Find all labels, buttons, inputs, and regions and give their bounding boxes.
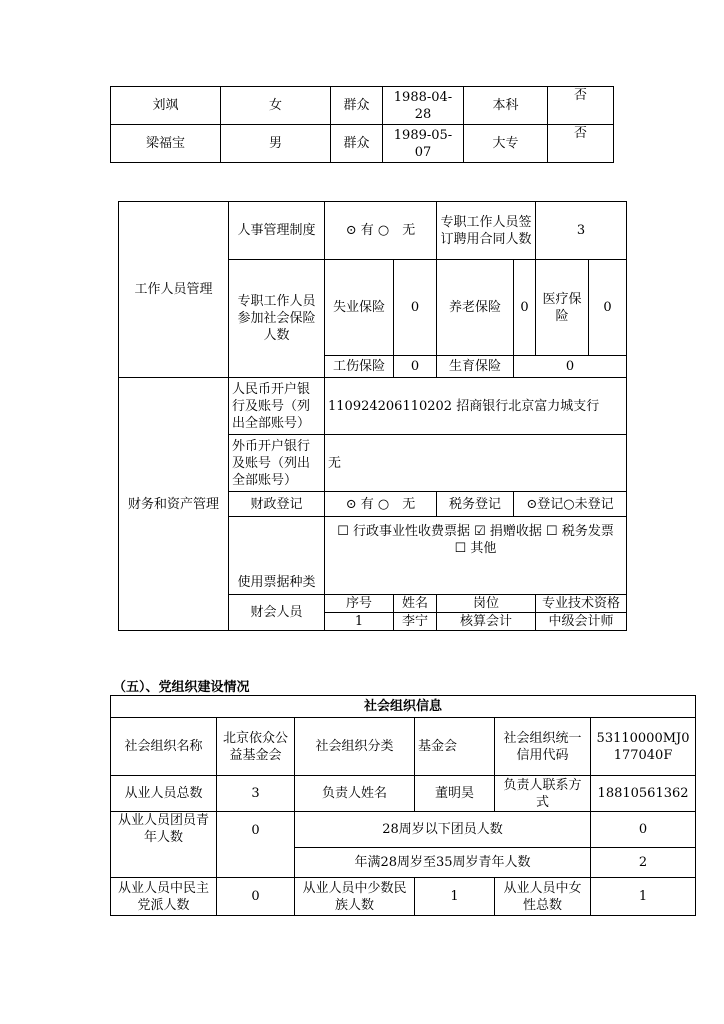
staff-mgmt-label: 工作人员管理 xyxy=(119,202,229,378)
democratic-label: 从业人员中民主党派人数 xyxy=(111,878,217,916)
org-header: 社会组织信息 xyxy=(111,696,696,718)
contract-value: 3 xyxy=(536,202,627,260)
acc-header-post: 岗位 xyxy=(437,595,536,613)
fx-bank-value: 无 xyxy=(325,435,627,492)
table-row xyxy=(111,87,614,125)
hr-system-value: ⊙ 有 ○ 无 xyxy=(325,202,437,260)
org-category-value: 基金会 xyxy=(415,718,495,776)
contact-value: 18810561362 xyxy=(591,776,696,812)
democratic-value: 0 xyxy=(217,878,295,916)
accountant-label: 财会人员 xyxy=(229,595,325,631)
staff-birth: 1989-05-07 xyxy=(383,125,464,163)
staff-political: 群众 xyxy=(331,125,383,163)
fiscal-reg-label: 财政登记 xyxy=(229,492,325,517)
staff-gender: 女 xyxy=(221,87,331,125)
medical-label: 医疗保险 xyxy=(536,260,589,356)
pension-value: 0 xyxy=(514,260,536,356)
staff-gender: 男 xyxy=(221,125,331,163)
acc-no: 1 xyxy=(325,613,394,631)
age28-35-value: 2 xyxy=(591,848,696,878)
acc-title: 中级会计师 xyxy=(536,613,627,631)
maternity-label: 生育保险 xyxy=(437,356,514,378)
org-name-label: 社会组织名称 xyxy=(111,718,217,776)
league-value: 0 xyxy=(217,812,295,878)
staff-name: 梁福宝 xyxy=(111,125,221,163)
staff-education: 大专 xyxy=(464,125,548,163)
fx-bank-label: 外币开户银行及账号（列出全部账号） xyxy=(229,435,325,492)
unemployment-label: 失业保险 xyxy=(325,260,394,356)
org-table xyxy=(110,695,696,916)
fiscal-reg-value: ⊙ 有 ○ 无 xyxy=(325,492,437,517)
pension-label: 养老保险 xyxy=(437,260,514,356)
female-value: 1 xyxy=(591,878,696,916)
acc-header-no: 序号 xyxy=(325,595,394,613)
maternity-value: 0 xyxy=(514,356,627,378)
staff-name: 刘飒 xyxy=(111,87,221,125)
total-staff-value: 3 xyxy=(217,776,295,812)
unemployment-value: 0 xyxy=(394,260,437,356)
rmb-bank-value: 110924206110202 招商银行北京富力城支行 xyxy=(325,378,627,435)
table-row xyxy=(111,125,614,163)
staff-flag: 否 xyxy=(548,125,614,163)
total-staff-label: 从业人员总数 xyxy=(111,776,217,812)
finance-label: 财务和资产管理 xyxy=(119,378,229,631)
org-name-value: 北京依众公益基金会 xyxy=(217,718,295,776)
rmb-bank-label: 人民币开户银行及账号（列出全部账号） xyxy=(229,378,325,435)
acc-header-name: 姓名 xyxy=(394,595,437,613)
under28-label: 28周岁以下团员人数 xyxy=(295,812,591,848)
insurance-label: 专职工作人员参加社会保险人数 xyxy=(229,260,325,378)
minority-label: 从业人员中少数民族人数 xyxy=(295,878,415,916)
contract-label: 专职工作人员签订聘用合同人数 xyxy=(437,202,536,260)
org-category-label: 社会组织分类 xyxy=(295,718,415,776)
acc-header-title: 专业技术资格 xyxy=(536,595,627,613)
tax-reg-label: 税务登记 xyxy=(437,492,514,517)
age28-35-label: 年满28周岁至35周岁青年人数 xyxy=(295,848,591,878)
management-table xyxy=(118,201,627,631)
org-credit-value: 53110000MJ0177040F xyxy=(591,718,696,776)
leader-value: 董明昊 xyxy=(415,776,495,812)
staff-flag: 否 xyxy=(548,87,614,125)
staff-table xyxy=(110,86,614,163)
bill-label: 使用票据种类 xyxy=(229,517,325,595)
staff-political: 群众 xyxy=(331,87,383,125)
acc-name: 李宁 xyxy=(394,613,437,631)
staff-birth: 1988-04-28 xyxy=(383,87,464,125)
injury-value: 0 xyxy=(394,356,437,378)
contact-label: 负责人联系方式 xyxy=(495,776,591,812)
org-credit-label: 社会组织统一信用代码 xyxy=(495,718,591,776)
tax-reg-value: ⊙登记○未登记 xyxy=(514,492,627,517)
under28-value: 0 xyxy=(591,812,696,848)
medical-value: 0 xyxy=(589,260,627,356)
bill-value: ☐ 行政事业性收费票据 ☑ 捐赠收据 ☐ 税务发票 ☐ 其他 xyxy=(325,517,627,595)
hr-system-label: 人事管理制度 xyxy=(229,202,325,260)
staff-education: 本科 xyxy=(464,87,548,125)
league-label: 从业人员团员青年人数 xyxy=(111,812,217,878)
female-label: 从业人员中女性总数 xyxy=(495,878,591,916)
injury-label: 工伤保险 xyxy=(325,356,394,378)
acc-post: 核算会计 xyxy=(437,613,536,631)
leader-label: 负责人姓名 xyxy=(295,776,415,812)
minority-value: 1 xyxy=(415,878,495,916)
section-title: （五）、党组织建设情况 xyxy=(113,680,250,695)
